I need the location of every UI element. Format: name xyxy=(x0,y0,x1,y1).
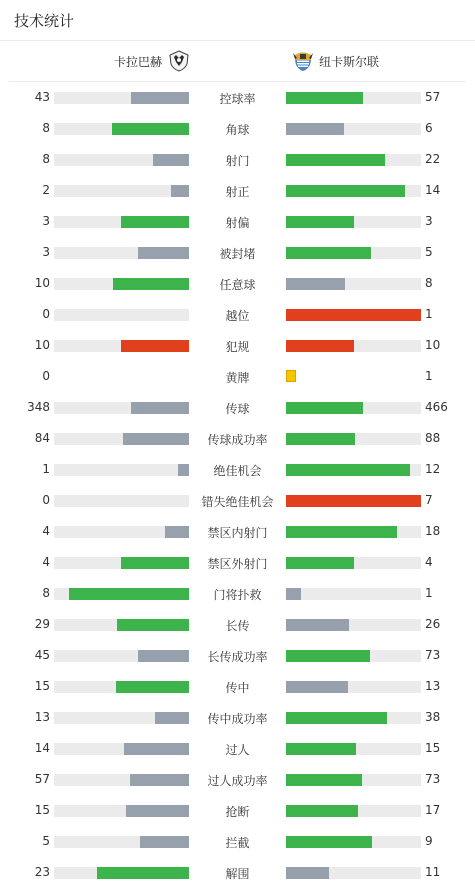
away-stat-bar-track xyxy=(286,154,421,166)
away-stat-value: 12 xyxy=(425,462,441,476)
away-stat-value: 73 xyxy=(425,772,441,786)
away-stat-value: 7 xyxy=(425,493,433,507)
away-stat-value: 22 xyxy=(425,152,441,166)
away-stat-bar-fill xyxy=(286,340,354,352)
stat-label: 角球 xyxy=(225,123,250,137)
away-stat-bar-track xyxy=(286,526,421,538)
stat-row xyxy=(0,764,475,795)
stat-row xyxy=(0,299,475,330)
away-stat-value: 1 xyxy=(425,369,433,383)
home-stat-value: 2 xyxy=(42,183,50,197)
home-stat-value: 57 xyxy=(34,772,50,786)
home-stat-bar-fill xyxy=(121,340,189,352)
home-team-name: 卡拉巴赫 xyxy=(114,54,163,69)
home-stat-bar-track xyxy=(54,836,189,848)
home-stat-bar-fill xyxy=(131,92,189,104)
away-stat-bar-track xyxy=(286,340,421,352)
stat-row xyxy=(0,516,475,547)
stat-row xyxy=(0,144,475,175)
away-stat-bar-fill xyxy=(286,216,354,228)
stat-label: 黄牌 xyxy=(225,371,250,385)
away-stat-value: 13 xyxy=(425,679,441,693)
away-stat-value: 14 xyxy=(425,183,441,197)
away-stat-bar-fill xyxy=(286,464,410,476)
away-stat-bar-fill xyxy=(286,278,345,290)
stat-label: 控球率 xyxy=(219,92,256,106)
home-stat-bar-fill xyxy=(165,526,189,538)
away-stat-bar-track xyxy=(286,681,421,693)
newcastle-crest-icon xyxy=(291,49,315,73)
home-stat-value: 8 xyxy=(42,586,50,600)
home-stat-value: 84 xyxy=(34,431,50,445)
home-stat-bar-fill xyxy=(138,650,189,662)
home-stat-bar-track xyxy=(54,92,189,104)
home-stat-bar-fill xyxy=(140,836,189,848)
away-stat-bar-track xyxy=(286,650,421,662)
stat-row xyxy=(0,485,475,516)
stat-row xyxy=(0,640,475,671)
stat-row xyxy=(0,547,475,578)
away-stat-bar-fill xyxy=(286,433,355,445)
home-stat-bar-fill xyxy=(178,464,189,476)
home-stat-bar-track xyxy=(54,650,189,662)
home-stat-bar-fill xyxy=(124,743,189,755)
home-stat-bar-track xyxy=(54,526,189,538)
home-stat-bar-track xyxy=(54,619,189,631)
away-stat-value: 3 xyxy=(425,214,433,228)
away-stat-bar-track xyxy=(286,464,421,476)
away-stat-bar-fill xyxy=(286,619,349,631)
away-stat-value: 11 xyxy=(425,865,441,879)
away-stat-bar-fill xyxy=(286,805,358,817)
stat-row xyxy=(0,82,475,113)
home-stat-bar-fill xyxy=(97,867,189,879)
home-stat-bar-fill xyxy=(121,557,189,569)
away-stat-bar-fill xyxy=(286,588,301,600)
away-stat-bar-track xyxy=(286,185,421,197)
away-team[interactable] xyxy=(291,49,379,73)
away-stat-value: 6 xyxy=(425,121,433,135)
stat-label: 过人成功率 xyxy=(207,774,268,788)
away-stat-value: 15 xyxy=(425,741,441,755)
stat-label: 犯规 xyxy=(225,340,250,354)
away-stat-value: 18 xyxy=(425,524,441,538)
away-stat-bar-track xyxy=(286,402,421,414)
away-stat-bar-fill xyxy=(286,681,348,693)
stat-row xyxy=(0,392,475,423)
home-stat-bar-track xyxy=(54,154,189,166)
yellow-card-icon xyxy=(286,370,296,382)
home-stat-value: 0 xyxy=(42,369,50,383)
away-stat-bar-track xyxy=(286,433,421,445)
section-title: 技术统计 xyxy=(14,11,75,30)
home-stat-value: 0 xyxy=(42,493,50,507)
away-stat-bar-track xyxy=(286,123,421,135)
stat-row xyxy=(0,175,475,206)
away-stat-bar-fill xyxy=(286,247,371,259)
home-stat-value: 3 xyxy=(42,245,50,259)
stat-label: 越位 xyxy=(225,309,250,323)
stat-row xyxy=(0,113,475,144)
stat-label: 任意球 xyxy=(219,278,256,292)
away-stat-value: 9 xyxy=(425,834,433,848)
stat-label: 抢断 xyxy=(225,805,250,819)
stat-label: 传中 xyxy=(225,681,250,695)
stat-row xyxy=(0,330,475,361)
home-stat-value: 4 xyxy=(42,524,50,538)
stat-label: 拦截 xyxy=(225,836,250,850)
stat-label: 长传 xyxy=(225,619,250,633)
away-stat-value: 57 xyxy=(425,90,441,104)
stat-row xyxy=(0,578,475,609)
away-stat-bar-track xyxy=(286,495,421,507)
stat-label: 门将扑救 xyxy=(213,588,262,602)
away-stat-bar-fill xyxy=(286,526,397,538)
home-stat-bar-fill xyxy=(123,433,189,445)
home-stat-bar-track xyxy=(54,247,189,259)
home-stat-bar-fill xyxy=(126,805,189,817)
home-stat-bar-track xyxy=(54,774,189,786)
away-stat-bar-fill xyxy=(286,495,421,507)
away-stat-bar-track xyxy=(286,309,421,321)
home-stat-value: 45 xyxy=(34,648,50,662)
stat-label: 解围 xyxy=(225,867,250,881)
home-stat-bar-fill xyxy=(116,681,189,693)
section-header xyxy=(0,0,475,41)
stat-row xyxy=(0,454,475,485)
home-stat-bar-track xyxy=(54,743,189,755)
stat-row xyxy=(0,268,475,299)
home-stat-bar-fill xyxy=(112,123,189,135)
stat-label: 绝佳机会 xyxy=(213,464,262,478)
away-stat-bar-track xyxy=(286,867,421,879)
away-stat-bar-track xyxy=(286,216,421,228)
away-stat-value: 73 xyxy=(425,648,441,662)
home-stat-bar-track xyxy=(54,309,189,321)
away-stat-bar-track xyxy=(286,247,421,259)
away-stat-bar-fill xyxy=(286,743,356,755)
home-stat-bar-track xyxy=(54,433,189,445)
home-stat-value: 10 xyxy=(34,276,50,290)
teams-row xyxy=(9,41,466,82)
home-stat-value: 43 xyxy=(34,90,50,104)
away-stat-value: 1 xyxy=(425,307,433,321)
away-stat-bar-fill xyxy=(286,867,329,879)
home-stat-value: 13 xyxy=(34,710,50,724)
home-stat-bar-fill xyxy=(113,278,189,290)
away-stat-bar-fill xyxy=(286,154,385,166)
stat-row xyxy=(0,237,475,268)
away-stat-bar-fill xyxy=(286,774,362,786)
home-stat-bar-track xyxy=(54,588,189,600)
home-stat-bar-fill xyxy=(138,247,189,259)
stat-label: 禁区内射门 xyxy=(207,526,268,540)
away-stat-value: 10 xyxy=(425,338,441,352)
stat-row xyxy=(0,702,475,733)
stat-label: 传球 xyxy=(225,402,250,416)
home-stat-bar-track xyxy=(54,402,189,414)
away-stat-bar-fill xyxy=(286,123,344,135)
stat-row xyxy=(0,733,475,764)
home-stat-value: 15 xyxy=(34,679,50,693)
stat-label: 射正 xyxy=(225,185,250,199)
home-stat-bar-track xyxy=(54,216,189,228)
stat-label: 长传成功率 xyxy=(207,650,268,664)
stats-list xyxy=(0,82,475,888)
away-stat-value: 1 xyxy=(425,586,433,600)
home-stat-value: 348 xyxy=(27,400,50,414)
away-stat-bar-track xyxy=(286,619,421,631)
away-stat-value: 4 xyxy=(425,555,433,569)
home-stat-bar-track xyxy=(54,464,189,476)
away-stat-bar-track xyxy=(286,588,421,600)
away-team-name: 纽卡斯尔联 xyxy=(319,54,380,69)
home-stat-bar-fill xyxy=(121,216,189,228)
home-stat-bar-track xyxy=(54,278,189,290)
home-stat-value: 14 xyxy=(34,741,50,755)
home-stat-bar-track xyxy=(54,340,189,352)
home-stat-value: 29 xyxy=(34,617,50,631)
home-stat-bar-fill xyxy=(130,774,189,786)
away-stat-bar-track xyxy=(286,805,421,817)
stat-row xyxy=(0,361,475,392)
stat-label: 过人 xyxy=(225,743,250,757)
away-stat-value: 26 xyxy=(425,617,441,631)
home-stat-value: 15 xyxy=(34,803,50,817)
away-stat-value: 88 xyxy=(425,431,441,445)
home-stat-bar-track xyxy=(54,557,189,569)
home-stat-value: 10 xyxy=(34,338,50,352)
home-stat-bar-track xyxy=(54,681,189,693)
away-stat-value: 466 xyxy=(425,400,448,414)
stat-row xyxy=(0,857,475,888)
stat-row xyxy=(0,826,475,857)
away-stat-bar-fill xyxy=(286,402,363,414)
home-stat-bar-track xyxy=(54,867,189,879)
away-stat-bar-fill xyxy=(286,650,370,662)
stat-row xyxy=(0,609,475,640)
home-stat-value: 1 xyxy=(42,462,50,476)
away-stat-bar-track xyxy=(286,278,421,290)
away-stat-bar-fill xyxy=(286,557,354,569)
home-stat-bar-track xyxy=(54,805,189,817)
away-stat-bar-fill xyxy=(286,712,387,724)
home-stat-bar-track xyxy=(54,123,189,135)
home-stat-bar-track xyxy=(54,185,189,197)
home-stat-bar-fill xyxy=(153,154,189,166)
home-stat-bar-fill xyxy=(131,402,189,414)
home-stat-value: 23 xyxy=(34,865,50,879)
stat-label: 被封堵 xyxy=(219,247,256,261)
home-stat-value: 0 xyxy=(42,307,50,321)
home-stat-value: 5 xyxy=(42,834,50,848)
away-stat-value: 5 xyxy=(425,245,433,259)
away-stat-bar-track xyxy=(286,712,421,724)
home-stat-bar-fill xyxy=(155,712,189,724)
home-stat-value: 4 xyxy=(42,555,50,569)
away-stat-bar-fill xyxy=(286,92,363,104)
stat-row xyxy=(0,795,475,826)
away-stat-value: 8 xyxy=(425,276,433,290)
away-stat-bar-track xyxy=(286,836,421,848)
away-stat-bar-fill xyxy=(286,185,405,197)
stat-label: 禁区外射门 xyxy=(207,557,268,571)
stat-label: 传球成功率 xyxy=(207,433,268,447)
home-stat-value: 8 xyxy=(42,152,50,166)
away-stat-bar-track xyxy=(286,743,421,755)
home-stat-bar-track xyxy=(54,495,189,507)
away-stat-bar-fill xyxy=(286,836,372,848)
away-stat-bar-track xyxy=(286,774,421,786)
away-stat-bar-track xyxy=(286,92,421,104)
stat-row xyxy=(0,206,475,237)
home-team[interactable] xyxy=(114,50,190,72)
stat-row xyxy=(0,671,475,702)
stat-label: 错失绝佳机会 xyxy=(201,495,274,509)
away-stat-value: 17 xyxy=(425,803,441,817)
home-stat-bar-fill xyxy=(171,185,189,197)
qarabag-crest-icon xyxy=(168,50,190,72)
away-stat-value: 38 xyxy=(425,710,441,724)
stat-row xyxy=(0,423,475,454)
home-stat-value: 3 xyxy=(42,214,50,228)
away-stat-bar-fill xyxy=(286,309,421,321)
home-stat-bar-fill xyxy=(69,588,189,600)
stat-label: 射偏 xyxy=(225,216,250,230)
home-stat-value: 8 xyxy=(42,121,50,135)
home-stat-bar-fill xyxy=(117,619,189,631)
stat-label: 射门 xyxy=(225,154,250,168)
away-stat-bar-track xyxy=(286,557,421,569)
home-stat-bar-track xyxy=(54,712,189,724)
stat-label: 传中成功率 xyxy=(207,712,268,726)
